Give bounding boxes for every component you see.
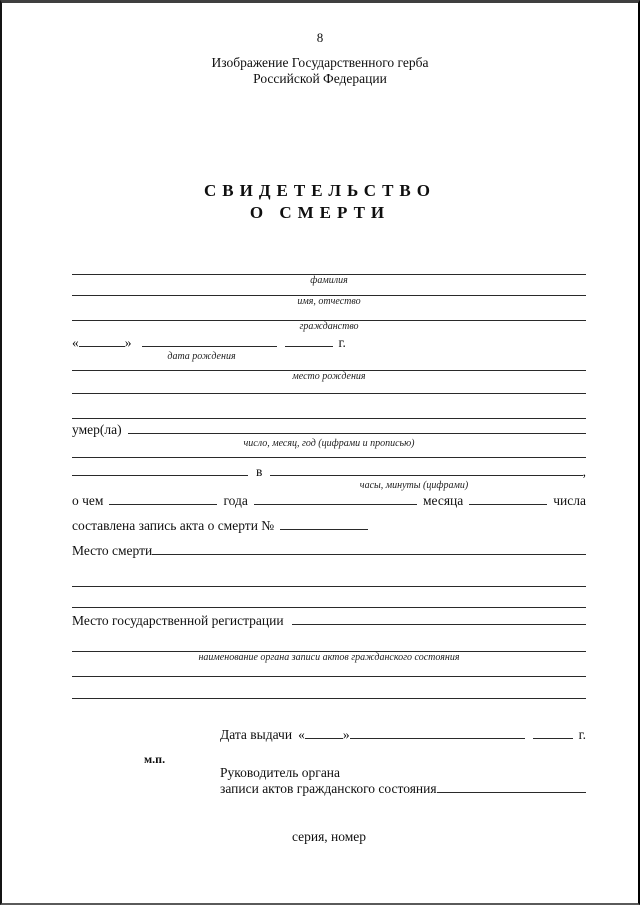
about-which-word: о чем — [72, 493, 104, 509]
head-of-registry-line2: записи актов гражданского состояния — [220, 781, 437, 797]
name-patronymic-label: имя, отчество — [297, 296, 361, 308]
registration-place-row — [72, 613, 586, 629]
birth-year-abbrev: г. — [338, 335, 346, 351]
head-signature-blank — [437, 792, 586, 793]
birth-place-label: место рождения — [292, 371, 366, 383]
year-word: года — [223, 493, 248, 509]
emblem-caption — [2, 55, 638, 87]
death-time-left-blank — [72, 475, 248, 476]
birth-place-line3 — [72, 418, 586, 419]
issue-date-row — [220, 727, 586, 743]
document-title-line2: О СМЕРТИ — [249, 202, 391, 222]
certificate-form — [2, 274, 638, 845]
death-time-label: часы, минуты (цифрами) — [359, 480, 469, 492]
day-word: числа — [553, 493, 586, 509]
died-word: умер(ла) — [72, 422, 122, 438]
registry-org-label: наименование органа записи актов гражданского состояния — [198, 652, 460, 664]
seal-mark: м.п. — [144, 752, 166, 767]
death-date-blank — [128, 433, 586, 434]
death-date-line2 — [72, 457, 586, 458]
emblem-caption-line1: Изображение Государственного герба — [211, 55, 429, 70]
birth-date-row — [72, 335, 586, 351]
close-quote: » — [124, 335, 132, 351]
issue-month-blank — [350, 738, 525, 739]
emblem-caption-line2: Российской Федерации — [253, 70, 387, 86]
issue-year-abbrev: г. — [578, 727, 586, 743]
birth-year-blank — [285, 346, 333, 347]
birth-day-blank — [79, 346, 125, 347]
surname-label: фамилия — [310, 275, 348, 287]
registration-place-blank — [292, 624, 586, 625]
head-of-registry-line1: Руководитель органа — [220, 765, 341, 781]
issue-day-blank — [305, 738, 343, 739]
death-date-label: число, месяц, год (цифрами и прописью) — [243, 438, 415, 450]
birth-date-label: дата рождения — [167, 351, 236, 363]
issue-year-blank — [533, 738, 573, 739]
month-word: месяца — [422, 493, 464, 509]
act-year-blank — [109, 504, 217, 505]
act-number-row — [72, 518, 586, 534]
act-date-row — [72, 493, 586, 509]
registry-org-line2 — [72, 676, 586, 677]
act-month-blank — [254, 504, 417, 505]
trailing-comma: , — [582, 464, 586, 480]
death-date-row — [72, 422, 586, 438]
death-place-blank — [152, 554, 586, 555]
death-place-row — [72, 543, 586, 559]
death-place-line3 — [72, 607, 586, 608]
act-number-blank — [280, 529, 368, 530]
death-place-word: Место смерти — [72, 543, 153, 559]
document-title-line1: СВИДЕТЕЛЬСТВО — [204, 180, 436, 200]
head-of-registry-block — [220, 765, 586, 797]
citizenship-label: гражданство — [299, 321, 359, 333]
death-time-blank — [270, 475, 582, 476]
birth-place-line2 — [72, 393, 586, 394]
act-day-blank — [469, 504, 547, 505]
series-number: серия, номер — [291, 829, 367, 845]
issue-close-quote: » — [342, 727, 350, 743]
issue-open-quote: « — [298, 727, 305, 743]
birth-month-blank — [142, 346, 277, 347]
registry-org-line3 — [72, 698, 586, 699]
page-number: 8 — [316, 30, 324, 45]
document-title — [2, 180, 638, 224]
death-place-line2 — [72, 586, 586, 587]
in-preposition: в — [256, 464, 263, 480]
death-time-row — [72, 464, 586, 480]
issue-date-word: Дата выдачи — [220, 727, 293, 743]
head-of-registry-row2 — [220, 781, 586, 797]
registration-place-word: Место государственной регистрации — [72, 613, 284, 629]
act-record-text: составлена запись акта о смерти № — [72, 518, 275, 534]
open-quote: « — [72, 335, 79, 351]
